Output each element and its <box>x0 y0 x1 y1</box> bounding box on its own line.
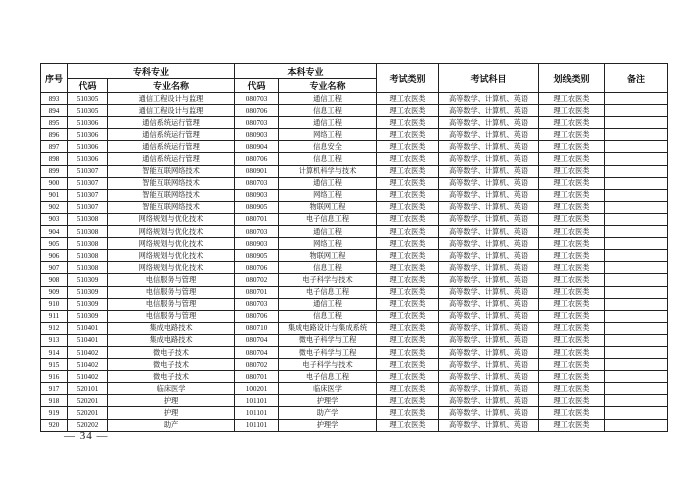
cell-zhuanke-code: 510307 <box>68 201 108 213</box>
cell-zhuanke-code: 520201 <box>68 407 108 419</box>
cell-zhuanke-code: 510309 <box>68 298 108 310</box>
cell-zhuanke-name: 通信系统运行管理 <box>108 129 235 141</box>
cell-benke-code: 080706 <box>235 105 279 117</box>
cell-benke-name: 通信工程 <box>279 226 377 238</box>
cell-remarks <box>605 226 668 238</box>
cell-remarks <box>605 395 668 407</box>
cell-remarks <box>605 250 668 262</box>
cell-exam-subjects: 高等数学、计算机、英语 <box>439 359 539 371</box>
cell-remarks <box>605 310 668 322</box>
table-row <box>41 407 668 419</box>
cell-exam-subjects: 高等数学、计算机、英语 <box>439 141 539 153</box>
cell-benke-name: 通信工程 <box>279 298 377 310</box>
cell-zhuanke-code: 510402 <box>68 371 108 383</box>
cell-line-type: 理工农医类 <box>539 310 605 322</box>
cell-line-type: 理工农医类 <box>539 334 605 346</box>
cell-remarks <box>605 407 668 419</box>
cell-benke-code: 080710 <box>235 322 279 334</box>
cell-exam-type: 理工农医类 <box>377 226 439 238</box>
cell-benke-code: 101101 <box>235 395 279 407</box>
cell-benke-code: 080703 <box>235 298 279 310</box>
cell-exam-subjects: 高等数学、计算机、英语 <box>439 226 539 238</box>
table-row <box>41 117 668 129</box>
cell-zhuanke-code: 510308 <box>68 226 108 238</box>
cell-line-type: 理工农医类 <box>539 177 605 189</box>
cell-exam-subjects: 高等数学、计算机、英语 <box>439 334 539 346</box>
cell-exam-type: 理工农医类 <box>377 310 439 322</box>
cell-exam-type: 理工农医类 <box>377 141 439 153</box>
cell-benke-code: 080904 <box>235 141 279 153</box>
cell-zhuanke-name: 微电子技术 <box>108 359 235 371</box>
cell-line-type: 理工农医类 <box>539 153 605 165</box>
cell-line-type: 理工农医类 <box>539 250 605 262</box>
cell-line-type: 理工农医类 <box>539 286 605 298</box>
cell-line-type: 理工农医类 <box>539 213 605 225</box>
cell-exam-subjects: 高等数学、计算机、英语 <box>439 310 539 322</box>
header-zhuanke-code: 代码 <box>68 79 108 93</box>
cell-line-type: 理工农医类 <box>539 201 605 213</box>
cell-exam-type: 理工农医类 <box>377 322 439 334</box>
cell-zhuanke-name: 智能互联网络技术 <box>108 189 235 201</box>
cell-remarks <box>605 359 668 371</box>
cell-benke-name: 微电子科学与工程 <box>279 346 377 358</box>
cell-exam-type: 理工农医类 <box>377 250 439 262</box>
cell-remarks <box>605 262 668 274</box>
cell-seq: 902 <box>41 201 68 213</box>
cell-zhuanke-code: 510307 <box>68 165 108 177</box>
cell-seq: 913 <box>41 334 68 346</box>
cell-remarks <box>605 141 668 153</box>
table-row <box>41 201 668 213</box>
header-benke-name: 专业名称 <box>279 79 377 93</box>
cell-seq: 904 <box>41 226 68 238</box>
table-body <box>41 93 668 432</box>
table-row <box>41 298 668 310</box>
table-row <box>41 153 668 165</box>
cell-exam-type: 理工农医类 <box>377 395 439 407</box>
cell-zhuanke-name: 助产 <box>108 419 235 431</box>
cell-benke-name: 网络工程 <box>279 129 377 141</box>
cell-remarks <box>605 371 668 383</box>
cell-zhuanke-code: 510305 <box>68 93 108 105</box>
cell-zhuanke-name: 护理 <box>108 395 235 407</box>
header-benke-code: 代码 <box>235 79 279 93</box>
cell-benke-code: 101101 <box>235 407 279 419</box>
cell-exam-subjects: 高等数学、计算机、英语 <box>439 238 539 250</box>
cell-remarks <box>605 177 668 189</box>
cell-zhuanke-name: 网络规划与优化技术 <box>108 213 235 225</box>
cell-exam-subjects: 高等数学、计算机、英语 <box>439 322 539 334</box>
cell-benke-code: 080703 <box>235 93 279 105</box>
cell-remarks <box>605 129 668 141</box>
cell-benke-code: 080706 <box>235 310 279 322</box>
cell-line-type: 理工农医类 <box>539 129 605 141</box>
cell-exam-type: 理工农医类 <box>377 129 439 141</box>
cell-seq: 918 <box>41 395 68 407</box>
cell-exam-subjects: 高等数学、计算机、英语 <box>439 117 539 129</box>
cell-zhuanke-code: 520101 <box>68 383 108 395</box>
cell-benke-code: 100201 <box>235 383 279 395</box>
cell-benke-name: 网络工程 <box>279 189 377 201</box>
cell-seq: 901 <box>41 189 68 201</box>
cell-exam-type: 理工农医类 <box>377 298 439 310</box>
cell-benke-name: 微电子科学与工程 <box>279 334 377 346</box>
table-row <box>41 213 668 225</box>
cell-exam-subjects: 高等数学、计算机、英语 <box>439 383 539 395</box>
cell-zhuanke-code: 510308 <box>68 250 108 262</box>
cell-zhuanke-name: 网络规划与优化技术 <box>108 250 235 262</box>
table-row <box>41 274 668 286</box>
cell-seq: 912 <box>41 322 68 334</box>
cell-benke-code: 080701 <box>235 371 279 383</box>
table-row <box>41 359 668 371</box>
table-row <box>41 371 668 383</box>
cell-line-type: 理工农医类 <box>539 238 605 250</box>
cell-exam-subjects: 高等数学、计算机、英语 <box>439 298 539 310</box>
cell-seq: 903 <box>41 213 68 225</box>
cell-line-type: 理工农医类 <box>539 407 605 419</box>
table-row <box>41 250 668 262</box>
cell-line-type: 理工农医类 <box>539 371 605 383</box>
cell-benke-name: 信息安全 <box>279 141 377 153</box>
cell-zhuanke-code: 520201 <box>68 395 108 407</box>
cell-benke-name: 信息工程 <box>279 262 377 274</box>
cell-benke-name: 网络工程 <box>279 238 377 250</box>
cell-zhuanke-code: 510309 <box>68 286 108 298</box>
cell-seq: 894 <box>41 105 68 117</box>
cell-benke-code: 080703 <box>235 177 279 189</box>
cell-line-type: 理工农医类 <box>539 226 605 238</box>
cell-seq: 914 <box>41 346 68 358</box>
cell-line-type: 理工农医类 <box>539 383 605 395</box>
cell-zhuanke-name: 集成电路技术 <box>108 322 235 334</box>
header-remarks: 备注 <box>605 64 668 93</box>
cell-seq: 917 <box>41 383 68 395</box>
cell-exam-subjects: 高等数学、计算机、英语 <box>439 189 539 201</box>
table-row <box>41 129 668 141</box>
cell-exam-subjects: 高等数学、计算机、英语 <box>439 153 539 165</box>
cell-benke-name: 计算机科学与技术 <box>279 165 377 177</box>
cell-seq: 907 <box>41 262 68 274</box>
cell-zhuanke-name: 智能互联网络技术 <box>108 177 235 189</box>
header-line-type: 划线类别 <box>539 64 605 93</box>
cell-zhuanke-code: 510306 <box>68 117 108 129</box>
cell-zhuanke-name: 智能互联网络技术 <box>108 165 235 177</box>
cell-remarks <box>605 419 668 431</box>
cell-zhuanke-code: 510306 <box>68 129 108 141</box>
cell-benke-name: 通信工程 <box>279 93 377 105</box>
cell-remarks <box>605 238 668 250</box>
cell-exam-subjects: 高等数学、计算机、英语 <box>439 346 539 358</box>
cell-exam-subjects: 高等数学、计算机、英语 <box>439 93 539 105</box>
cell-exam-subjects: 高等数学、计算机、英语 <box>439 286 539 298</box>
cell-seq: 905 <box>41 238 68 250</box>
cell-exam-subjects: 高等数学、计算机、英语 <box>439 165 539 177</box>
cell-seq: 920 <box>41 419 68 431</box>
cell-benke-name: 护理学 <box>279 419 377 431</box>
cell-zhuanke-code: 510307 <box>68 189 108 201</box>
cell-zhuanke-name: 微电子技术 <box>108 371 235 383</box>
cell-exam-type: 理工农医类 <box>377 419 439 431</box>
table-row <box>41 310 668 322</box>
cell-benke-name: 通信工程 <box>279 117 377 129</box>
table-row <box>41 322 668 334</box>
cell-zhuanke-code: 510401 <box>68 334 108 346</box>
cell-exam-type: 理工农医类 <box>377 117 439 129</box>
cell-benke-code: 080704 <box>235 334 279 346</box>
table-row <box>41 346 668 358</box>
cell-benke-code: 080903 <box>235 129 279 141</box>
cell-exam-type: 理工农医类 <box>377 238 439 250</box>
cell-exam-subjects: 高等数学、计算机、英语 <box>439 250 539 262</box>
cell-seq: 895 <box>41 117 68 129</box>
cell-exam-type: 理工农医类 <box>377 189 439 201</box>
cell-benke-code: 080903 <box>235 189 279 201</box>
header-seq: 序号 <box>41 64 68 93</box>
cell-benke-name: 物联网工程 <box>279 250 377 262</box>
cell-remarks <box>605 117 668 129</box>
cell-exam-type: 理工农医类 <box>377 262 439 274</box>
cell-benke-code: 080704 <box>235 346 279 358</box>
cell-exam-type: 理工农医类 <box>377 153 439 165</box>
cell-remarks <box>605 153 668 165</box>
cell-zhuanke-code: 510308 <box>68 262 108 274</box>
cell-benke-name: 通信工程 <box>279 177 377 189</box>
cell-exam-subjects: 高等数学、计算机、英语 <box>439 201 539 213</box>
cell-benke-name: 电子信息工程 <box>279 371 377 383</box>
cell-seq: 910 <box>41 298 68 310</box>
cell-zhuanke-code: 510308 <box>68 238 108 250</box>
cell-line-type: 理工农医类 <box>539 298 605 310</box>
cell-zhuanke-code: 510307 <box>68 177 108 189</box>
cell-line-type: 理工农医类 <box>539 262 605 274</box>
cell-benke-name: 电子信息工程 <box>279 213 377 225</box>
cell-zhuanke-code: 510401 <box>68 322 108 334</box>
cell-zhuanke-name: 电信服务与管理 <box>108 274 235 286</box>
cell-remarks <box>605 274 668 286</box>
cell-remarks <box>605 383 668 395</box>
cell-seq: 909 <box>41 286 68 298</box>
cell-benke-code: 080905 <box>235 201 279 213</box>
cell-zhuanke-code: 510306 <box>68 141 108 153</box>
cell-benke-name: 助产学 <box>279 407 377 419</box>
cell-line-type: 理工农医类 <box>539 93 605 105</box>
cell-remarks <box>605 201 668 213</box>
cell-benke-code: 080903 <box>235 238 279 250</box>
cell-remarks <box>605 286 668 298</box>
cell-zhuanke-name: 电信服务与管理 <box>108 286 235 298</box>
cell-zhuanke-name: 通信系统运行管理 <box>108 117 235 129</box>
table-row <box>41 238 668 250</box>
cell-remarks <box>605 189 668 201</box>
table-row <box>41 189 668 201</box>
cell-zhuanke-name: 通信系统运行管理 <box>108 153 235 165</box>
cell-exam-type: 理工农医类 <box>377 201 439 213</box>
table-row <box>41 105 668 117</box>
table-row <box>41 383 668 395</box>
cell-seq: 916 <box>41 371 68 383</box>
cell-exam-subjects: 高等数学、计算机、英语 <box>439 395 539 407</box>
cell-zhuanke-name: 智能互联网络技术 <box>108 201 235 213</box>
cell-exam-subjects: 高等数学、计算机、英语 <box>439 177 539 189</box>
table-row <box>41 419 668 431</box>
cell-line-type: 理工农医类 <box>539 346 605 358</box>
cell-exam-type: 理工农医类 <box>377 334 439 346</box>
cell-remarks <box>605 105 668 117</box>
cell-exam-type: 理工农医类 <box>377 274 439 286</box>
cell-benke-name: 护理学 <box>279 395 377 407</box>
table-row <box>41 334 668 346</box>
cell-exam-type: 理工农医类 <box>377 213 439 225</box>
cell-seq: 896 <box>41 129 68 141</box>
cell-exam-subjects: 高等数学、计算机、英语 <box>439 407 539 419</box>
cell-line-type: 理工农医类 <box>539 359 605 371</box>
cell-seq: 897 <box>41 141 68 153</box>
cell-seq: 919 <box>41 407 68 419</box>
table-row <box>41 177 668 189</box>
cell-benke-code: 080901 <box>235 165 279 177</box>
table-row <box>41 165 668 177</box>
cell-exam-subjects: 高等数学、计算机、英语 <box>439 262 539 274</box>
cell-benke-code: 080701 <box>235 213 279 225</box>
cell-benke-code: 101101 <box>235 419 279 431</box>
cell-exam-type: 理工农医类 <box>377 407 439 419</box>
cell-remarks <box>605 165 668 177</box>
cell-benke-code: 080702 <box>235 274 279 286</box>
cell-zhuanke-code: 510308 <box>68 213 108 225</box>
cell-benke-code: 080703 <box>235 226 279 238</box>
cell-line-type: 理工农医类 <box>539 189 605 201</box>
cell-line-type: 理工农医类 <box>539 165 605 177</box>
cell-benke-code: 080702 <box>235 359 279 371</box>
cell-zhuanke-code: 520202 <box>68 419 108 431</box>
cell-seq: 911 <box>41 310 68 322</box>
cell-zhuanke-name: 临床医学 <box>108 383 235 395</box>
cell-remarks <box>605 93 668 105</box>
cell-line-type: 理工农医类 <box>539 322 605 334</box>
header-exam-subjects: 考试科目 <box>439 64 539 93</box>
cell-benke-name: 电子信息工程 <box>279 286 377 298</box>
cell-exam-type: 理工农医类 <box>377 165 439 177</box>
cell-line-type: 理工农医类 <box>539 141 605 153</box>
cell-seq: 898 <box>41 153 68 165</box>
header-zhuanke-name: 专业名称 <box>108 79 235 93</box>
cell-zhuanke-name: 集成电路技术 <box>108 334 235 346</box>
cell-remarks <box>605 334 668 346</box>
cell-benke-name: 信息工程 <box>279 310 377 322</box>
cell-benke-code: 080706 <box>235 153 279 165</box>
cell-zhuanke-name: 通信系统运行管理 <box>108 141 235 153</box>
cell-benke-name: 电子科学与技术 <box>279 274 377 286</box>
cell-zhuanke-name: 通信工程设计与监理 <box>108 105 235 117</box>
table-row <box>41 395 668 407</box>
cell-remarks <box>605 322 668 334</box>
cell-line-type: 理工农医类 <box>539 395 605 407</box>
cell-line-type: 理工农医类 <box>539 105 605 117</box>
cell-line-type: 理工农医类 <box>539 419 605 431</box>
cell-benke-name: 集成电路设计与集成系统 <box>279 322 377 334</box>
header-benke: 本科专业 <box>235 64 377 79</box>
cell-seq: 906 <box>41 250 68 262</box>
header-zhuanke: 专科专业 <box>68 64 235 79</box>
cell-zhuanke-name: 微电子技术 <box>108 346 235 358</box>
cell-benke-code: 080701 <box>235 286 279 298</box>
cell-line-type: 理工农医类 <box>539 274 605 286</box>
cell-remarks <box>605 298 668 310</box>
cell-exam-type: 理工农医类 <box>377 93 439 105</box>
cell-benke-code: 080905 <box>235 250 279 262</box>
cell-exam-type: 理工农医类 <box>377 346 439 358</box>
cell-zhuanke-code: 510309 <box>68 310 108 322</box>
table-row <box>41 286 668 298</box>
cell-line-type: 理工农医类 <box>539 117 605 129</box>
header-exam-type: 考试类别 <box>377 64 439 93</box>
cell-exam-subjects: 高等数学、计算机、英语 <box>439 371 539 383</box>
cell-benke-name: 临床医学 <box>279 383 377 395</box>
cell-benke-name: 物联网工程 <box>279 201 377 213</box>
cell-exam-type: 理工农医类 <box>377 286 439 298</box>
cell-seq: 915 <box>41 359 68 371</box>
cell-exam-subjects: 高等数学、计算机、英语 <box>439 129 539 141</box>
table-row <box>41 226 668 238</box>
cell-exam-subjects: 高等数学、计算机、英语 <box>439 105 539 117</box>
cell-seq: 900 <box>41 177 68 189</box>
cell-remarks <box>605 213 668 225</box>
page-number: — 34 — <box>64 430 109 442</box>
cell-remarks <box>605 346 668 358</box>
cell-seq: 899 <box>41 165 68 177</box>
cell-exam-type: 理工农医类 <box>377 371 439 383</box>
cell-zhuanke-code: 510309 <box>68 274 108 286</box>
admission-table <box>40 63 668 432</box>
cell-zhuanke-name: 网络规划与优化技术 <box>108 262 235 274</box>
cell-zhuanke-code: 510402 <box>68 346 108 358</box>
cell-zhuanke-name: 网络规划与优化技术 <box>108 238 235 250</box>
cell-exam-type: 理工农医类 <box>377 177 439 189</box>
cell-exam-subjects: 高等数学、计算机、英语 <box>439 419 539 431</box>
cell-seq: 908 <box>41 274 68 286</box>
cell-zhuanke-name: 网络规划与优化技术 <box>108 226 235 238</box>
cell-benke-code: 080706 <box>235 262 279 274</box>
table-row <box>41 93 668 105</box>
cell-zhuanke-code: 510305 <box>68 105 108 117</box>
table-row <box>41 262 668 274</box>
cell-zhuanke-code: 510306 <box>68 153 108 165</box>
cell-benke-name: 信息工程 <box>279 105 377 117</box>
cell-seq: 893 <box>41 93 68 105</box>
cell-zhuanke-name: 电信服务与管理 <box>108 298 235 310</box>
cell-zhuanke-code: 510402 <box>68 359 108 371</box>
cell-exam-subjects: 高等数学、计算机、英语 <box>439 274 539 286</box>
cell-benke-name: 电子科学与技术 <box>279 359 377 371</box>
cell-exam-subjects: 高等数学、计算机、英语 <box>439 213 539 225</box>
cell-zhuanke-name: 电信服务与管理 <box>108 310 235 322</box>
cell-exam-type: 理工农医类 <box>377 105 439 117</box>
table-row <box>41 141 668 153</box>
cell-exam-type: 理工农医类 <box>377 359 439 371</box>
cell-zhuanke-name: 通信工程设计与监理 <box>108 93 235 105</box>
cell-benke-name: 信息工程 <box>279 153 377 165</box>
cell-zhuanke-name: 护理 <box>108 407 235 419</box>
cell-benke-code: 080703 <box>235 117 279 129</box>
cell-exam-type: 理工农医类 <box>377 383 439 395</box>
